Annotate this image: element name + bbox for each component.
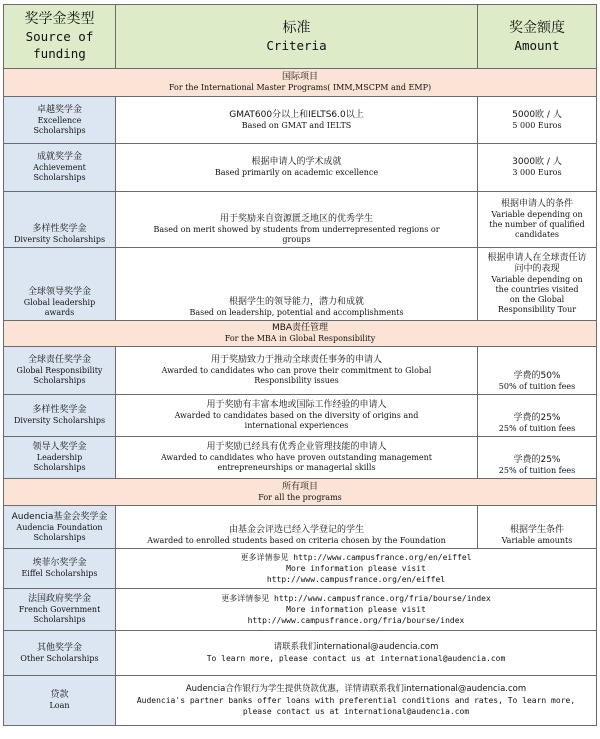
amount-en: the number of qualified [489,220,585,229]
table-row [4,97,597,144]
criteria-zh: 根据学生的领导能力，潜力和成就 [228,297,364,307]
scholarship-name-en: Leadership [36,453,83,462]
amount-zh: 根据学生条件 [509,525,564,535]
amount-cell [478,192,597,248]
scholarship-name-zh: 法国政府奖学金 [27,594,91,604]
criteria-cell [116,248,478,321]
criteria-cell [116,347,478,395]
criteria-zh: 根据申请人的学术成就 [251,157,342,167]
info-text-line: More information please visit [286,605,426,614]
section-intl-zh: 国际项目 [281,72,318,82]
amount-en: on the Global [509,295,565,304]
scholarship-name-en: Diversity Scholarships [13,235,106,244]
amount-zh: 学费的50% [513,371,561,381]
info-email-line[interactable]: please contact us at international@audencia.com [242,707,470,716]
section-mba-en: For the MBA in Global Responsibility [224,334,376,343]
criteria-cell [116,97,478,144]
amount-cell [478,437,597,479]
amount-zh: 5000欧 / 人 [512,109,562,120]
scholarship-name-zh: Audencia基金会奖学金 [11,511,108,522]
scholarship-name-en: awards [44,308,75,317]
table-row [4,631,597,676]
scholarship-name-zh: 多样性奖学金 [32,224,87,234]
amount-zh: 问中的表现 [514,264,560,274]
criteria-cell [116,395,478,437]
criteria-cell [116,437,478,479]
header-amount-zh: 奖金额度 [509,19,565,36]
scholarship-name-cell [4,192,116,248]
scholarship-name-cell [4,248,116,321]
amount-cell [478,395,597,437]
section-row-mba [4,321,597,347]
scholarship-name-en: Scholarships [33,173,86,182]
section-row-intl [4,69,597,97]
info-text-line: More information please visit [286,564,426,573]
amount-en: 25% of tuition fees [498,424,576,433]
amount-cell [478,97,597,144]
info-link-line[interactable]: 更多详情参见 http://www.campusfrance.org/fria/bourse/index [221,594,491,603]
amount-zh: 学费的25% [513,455,561,465]
table-row [4,395,597,437]
info-link-line[interactable]: http://www.campusfrance.org/en/eiffel [266,575,446,584]
scholarship-name-en: Other Scholarships [20,653,99,663]
info-text-line: Audencia's partner banks offer loans with preferential conditions and rates, To learn more, [136,696,576,705]
header-type-cell [4,5,116,69]
scholarship-name-en: Scholarships [33,532,86,542]
table-row [4,248,597,321]
criteria-en: Based on leadership, potential and accomplishments [189,308,404,317]
header-type-en2: funding [33,46,86,61]
amount-en: 50% of tuition fees [498,382,576,391]
amount-zh: 学费的25% [513,413,561,423]
amount-cell [478,347,597,395]
scholarship-name-zh: 多样性奖学金 [32,405,87,415]
header-criteria-zh: 标准 [282,19,311,36]
scholarship-name-en: Scholarships [33,125,86,135]
scholarship-name-cell [4,549,116,589]
scholarship-name-zh: 其他奖学金 [36,642,82,653]
info-link-line[interactable]: 更多详情参见 http://www.campusfrance.org/en/eiffel [240,553,472,562]
criteria-cell [116,192,478,248]
scholarship-name-en: Global leadership [23,298,96,307]
header-criteria-en: Criteria [266,37,327,53]
info-cell [116,589,597,631]
scholarship-name-en: Scholarships [33,615,86,624]
header-amount-en: Amount [514,37,560,53]
table-row [4,589,597,631]
criteria-en: entrepreneurships or managerial skills [217,463,376,472]
amount-zh: 根据申请人在全球责任访 [487,253,587,263]
section-mba [4,321,597,347]
table-row [4,144,597,192]
scholarship-name-cell [4,347,116,395]
section-all [4,479,597,506]
scholarship-name-en: Global Responsibility [16,366,103,375]
scholarship-name-cell [4,97,116,144]
header-type-zh: 奖学金类型 [24,11,95,27]
header-amount-cell [478,5,597,69]
header-type-en1: Source of [25,29,94,44]
info-cell [116,631,597,676]
scholarship-name-en: Scholarships [33,376,86,385]
section-row-all [4,479,597,506]
criteria-zh: GMAT600分以上和IELTS6.0以上 [229,109,364,120]
amount-en: candidates [514,230,560,239]
amount-zh: 3000欧 / 人 [512,157,562,167]
scholarship-name-en: Audencia Foundation [16,522,103,532]
scholarship-name-cell [4,395,116,437]
criteria-en: Awarded to candidates based on the diversity of origins and [174,411,419,420]
scholarship-name-cell [4,437,116,479]
criteria-en: Awarded to candidates who can prove their commitment to Global [161,366,432,375]
section-all-zh: 所有项目 [281,481,318,492]
scholarship-name-en: Loan [49,701,70,710]
scholarship-name-zh: 领导人奖学金 [32,442,87,452]
info-cell [116,549,597,589]
table-row [4,676,597,726]
amount-en: Responsibility Tour [497,305,577,314]
header-criteria-cell [116,5,478,69]
scholarship-name-cell [4,589,116,631]
section-all-en: For all the programs [258,492,342,502]
table-row [4,437,597,479]
criteria-en: Awarded to enrolled students based on criteria chosen by the Foundation [147,536,446,545]
criteria-cell [116,506,478,549]
scholarship-name-en: Achievement [33,163,86,172]
scholarship-name-cell [4,631,116,676]
criteria-en: groups [282,235,311,244]
amount-en: 5 000 Euros [512,120,562,130]
criteria-zh: 用于奖励已经具有优秀企业管理技能的申请人 [206,442,387,452]
section-intl [4,69,597,97]
scholarship-name-en: Diversity Scholarships [13,416,106,425]
criteria-en: international experiences [244,421,349,430]
scholarship-name-en: French Government [18,605,101,614]
amount-cell [478,248,597,321]
criteria-en: Responsibility issues [254,376,339,385]
amount-cell [478,144,597,192]
scholarship-name-zh: 成就奖学金 [36,152,82,162]
criteria-en: Based primarily on academic excellence [214,168,379,177]
amount-en: 3 000 Euros [512,168,562,177]
amount-cell [478,506,597,549]
info-email-line[interactable]: Audencia合作银行为学生提供贷款优惠，详情请联系我们international@audencia.com [185,684,527,694]
scholarship-name-en: Scholarships [33,463,86,472]
section-mba-zh: MBA责任管理 [271,323,329,333]
amount-en: Variable depending on [491,210,583,219]
criteria-cell [116,144,478,192]
amount-en: 25% of tuition fees [498,466,576,475]
scholarship-name-en: Excellence [37,115,82,125]
scholarship-name-zh: 全球领导奖学金 [27,287,91,297]
table-row [4,506,597,549]
table-row [4,347,597,395]
amount-en: the countries visited [495,285,579,294]
scholarship-name-en: Eiffel Scholarships [21,569,98,578]
table-row [4,549,597,589]
scholarship-name-zh: 贷款 [50,690,69,700]
criteria-zh: 由基金会评选已经入学登记的学生 [228,525,364,535]
criteria-en: Based on GMAT and IELTS [241,120,352,130]
scholarship-name-cell [4,676,116,726]
criteria-zh: 用于奖励来自资源匮乏地区的优秀学生 [219,214,373,224]
criteria-zh: 用于奖励有丰富本地或国际工作经验的申请人 [206,400,387,410]
info-link-line[interactable]: http://www.campusfrance.org/fria/bourse/index [247,616,465,625]
amount-en: Variable depending on [491,275,583,284]
amount-zh: 根据申请人的条件 [500,199,573,209]
criteria-en: Awarded to candidates who have proven outstanding management [160,453,433,462]
scholarship-name-zh: 卓越奖学金 [36,104,82,115]
info-cell [116,676,597,726]
scholarship-name-zh: 全球责任奖学金 [27,355,91,365]
criteria-en: Based on merit showed by students from underrepresented regions or [153,225,440,234]
info-email-line[interactable]: 请联系我们international@audencia.com [273,642,439,652]
header-row [4,5,597,69]
amount-en: Variable amounts [501,536,573,545]
criteria-zh: 用于奖励致力于推动全球责任事务的申请人 [210,355,382,365]
table-row [4,192,597,248]
scholarship-table [3,4,597,726]
info-email-line[interactable]: To learn more, please contact us at international@audencia.com [206,654,506,663]
scholarship-name-zh: 埃菲尔奖学金 [32,558,87,568]
scholarship-name-cell [4,506,116,549]
section-intl-en: For the International Master Programs( IMM,MSCPM and EMP) [168,83,432,92]
scholarship-name-cell [4,144,116,192]
